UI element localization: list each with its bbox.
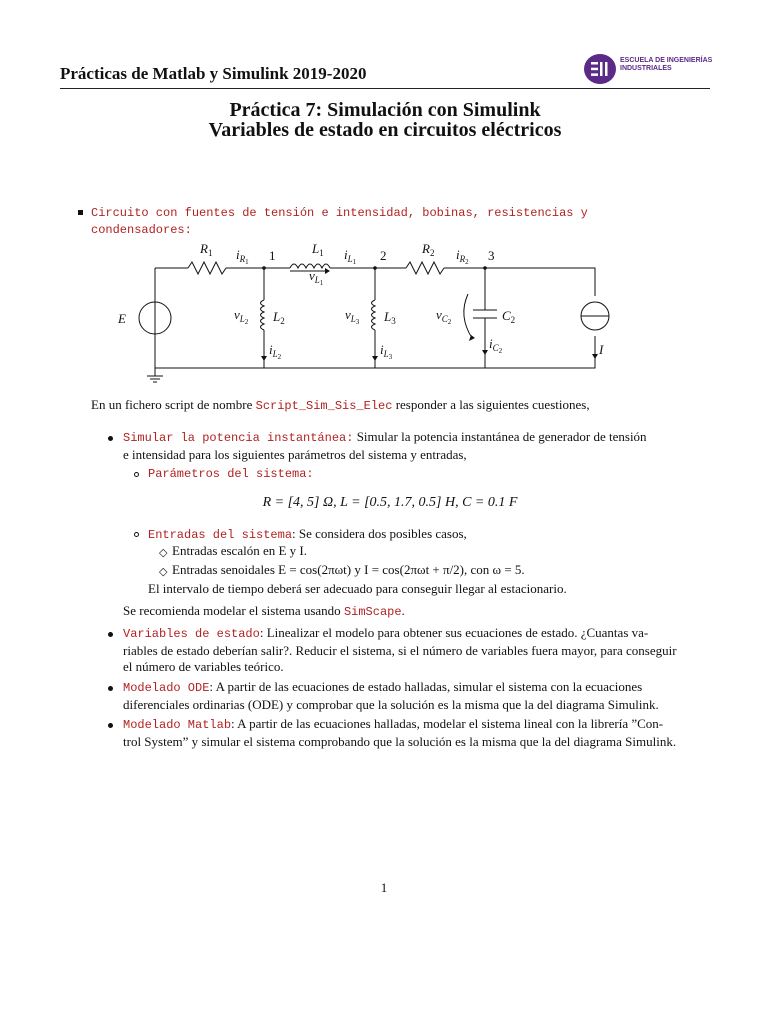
svg-text:vC2 [436, 307, 452, 326]
sim-text-1: Simular la potencia instantánea de generador de tensión [353, 429, 647, 444]
label-il1: i [344, 247, 348, 262]
sim-text-2: e intensidad para los siguientes parámetros del sistema y entradas, [123, 446, 467, 462]
inputs-text: : Se considera dos posibles casos, [292, 526, 467, 541]
node-3-label: 3 [488, 248, 495, 263]
svg-text:iL2 [269, 342, 282, 361]
bullet-icon [108, 632, 113, 637]
script-intro [91, 397, 691, 415]
resistor-r2-icon [406, 262, 444, 274]
label-l3: L [384, 309, 392, 324]
inputs-sine: Entradas senoidales E = cos(2πωt) y I = cos(2πωt + π/2), con ω = 5. [172, 562, 525, 577]
script-intro-prefix: En un fichero script de nombre [91, 397, 256, 412]
matlab-code: Modelado Matlab [123, 718, 232, 732]
label-l1: L [312, 241, 320, 256]
svg-text:vL2 [234, 307, 249, 326]
script-name-code: Script_Sim_Sis_Elec [255, 399, 393, 413]
recommend-suffix: . [401, 603, 405, 618]
label-i: I [599, 342, 604, 357]
state-line-3: el número de variables teórico. [123, 659, 284, 674]
sim-item [123, 429, 723, 463]
inductor-l3-icon [372, 300, 376, 330]
node-1-label: 1 [269, 248, 276, 263]
label-ir2-subsub: 2 [465, 258, 469, 266]
page-number: 1 [380, 880, 388, 895]
simscape-code: SimScape [343, 605, 402, 619]
school-logo-icon [584, 53, 616, 85]
label-il2: i [269, 342, 273, 357]
svg-text:vL3 [345, 307, 360, 326]
label-vl3-sub: L [350, 314, 356, 324]
recommend-prefix: Se recomienda modelar el sistema usando [123, 603, 344, 618]
matlab-item [123, 716, 723, 750]
label-c2: C [502, 308, 511, 323]
label-ir1-sub: R [239, 254, 246, 264]
bullet-icon [108, 436, 113, 441]
label-ir1: i [236, 247, 240, 262]
ground-icon [147, 376, 163, 382]
label-ic2: i [489, 336, 493, 351]
state-item [123, 625, 723, 676]
diamond-bullet-icon: ◇ [159, 566, 168, 578]
svg-text:iL1 [344, 247, 357, 266]
inputs-item [148, 526, 467, 544]
state-line-1: : Linealizar el modelo para obtener sus ecuaciones de estado. ¿Cuantas va- [259, 625, 649, 640]
ode-line-1: : A partir de las ecuaciones de estado halladas, simular el sistema con la ecuaciones [209, 679, 643, 694]
matlab-line-1: : A partir de las ecuaciones halladas, modelar el sistema lineal con la librería ”Con- [231, 716, 664, 731]
label-l2: L [273, 309, 281, 324]
label-vl3-subsub: 3 [355, 318, 360, 326]
params-formula: R = [4, 5] Ω, L = [0.5, 1.7, 0.5] H, C = 0.1 F [262, 495, 518, 510]
label-il3-subsub: 3 [388, 353, 393, 361]
label-vc2: v [436, 307, 442, 322]
label-il1-subsub: 1 [352, 258, 357, 266]
label-l2-sub: 2 [280, 316, 285, 326]
title-line-2: Variables de estado en circuitos eléctricos [208, 119, 562, 141]
inputs-step: Entradas escalón en E y I. [172, 543, 308, 558]
svg-text:iR2 [456, 247, 469, 266]
ode-line-2: diferenciales ordinarias (ODE) y comprobar que la solución es la misma que la del diagrama Simulink. [123, 696, 659, 712]
logo-line-2: INDUSTRIALES [620, 65, 672, 72]
label-r1-sub: 1 [207, 248, 213, 258]
state-line-2: riables de estado deberían salir?. Reducir el sistema, si el número de variables fuera mayor, para conseguir [123, 642, 677, 658]
label-c2-sub: 2 [510, 315, 516, 325]
inductor-l2-icon [261, 300, 265, 330]
circle-bullet-icon [134, 472, 139, 477]
school-logo-text [620, 57, 712, 73]
svg-text:L3 [383, 309, 396, 326]
bullet-icon [108, 723, 113, 728]
recommend [123, 603, 405, 621]
label-vl1-subsub: 1 [319, 279, 324, 287]
diamond-bullet-icon: ◇ [159, 547, 168, 559]
script-intro-suffix: responder a las siguientes cuestiones, [392, 397, 590, 412]
label-l1-sub: 1 [319, 248, 324, 258]
label-vl2: v [234, 307, 240, 322]
label-il2-sub: L [272, 349, 278, 359]
ode-item [123, 679, 723, 713]
label-r1: R [200, 241, 208, 256]
circuit-item-line-1: Circuito con fuentes de tensión e intensidad, bobinas, resistencias y [91, 206, 588, 220]
label-vc2-sub: C [441, 314, 448, 324]
label-ir1-subsub: 1 [245, 258, 249, 266]
inputs-code: Entradas del sistema [148, 528, 293, 542]
resistor-r1-icon [188, 262, 226, 274]
label-ir2: i [456, 247, 460, 262]
label-l3-sub: 3 [391, 316, 396, 326]
label-vl1: v [309, 268, 315, 283]
page-title [60, 100, 710, 140]
square-bullet-icon [78, 210, 83, 215]
circuit-diagram [100, 238, 640, 388]
params-code: Parámetros del sistema: [148, 467, 314, 481]
circuit-item-line-2: condensadores: [91, 223, 192, 237]
svg-text:L2 [272, 309, 285, 326]
title-line-1: Práctica 7: Simulación con Simulink [229, 99, 541, 121]
label-vl2-subsub: 2 [244, 318, 249, 326]
label-e: E [118, 311, 126, 326]
bullet-icon [108, 686, 113, 691]
svg-text:iR1 [236, 247, 249, 266]
logo-line-1: ESCUELA DE INGENIERÍAS [620, 57, 713, 64]
label-vc2-subsub: 2 [447, 318, 452, 326]
svg-text:L1 [311, 241, 324, 258]
circle-bullet-icon [134, 532, 139, 537]
ode-code: Modelado ODE [123, 681, 210, 695]
label-il1-sub: L [347, 254, 353, 264]
label-ic2-sub: C [492, 343, 499, 353]
capacitor-c2-icon [473, 310, 497, 318]
svg-text:R1 [199, 241, 212, 258]
svg-text:R2 [421, 241, 434, 258]
matlab-line-2: trol System” y simular el sistema comprobando que la solución es la misma que la del diagrama Simulink. [123, 733, 677, 749]
svg-text:C2 [502, 308, 515, 325]
label-vl1-sub: L [314, 275, 320, 285]
node-2-label: 2 [380, 248, 387, 263]
label-il3-sub: L [383, 349, 389, 359]
label-ic2-subsub: 2 [498, 347, 503, 355]
document-header-title: Prácticas de Matlab y Simulink 2019-2020 [60, 64, 367, 83]
school-logo [584, 53, 724, 85]
label-ir2-sub: R [459, 254, 466, 264]
label-il3: i [380, 342, 384, 357]
sim-code: Simular la potencia instantánea: [123, 431, 354, 445]
inputs-interval: El intervalo de tiempo deberá ser adecuado para conseguir llegar al estacionario. [148, 581, 567, 596]
label-vl2-sub: L [239, 314, 245, 324]
label-vl3: v [345, 307, 351, 322]
state-code: Variables de estado [123, 627, 260, 641]
svg-text:iL3 [380, 342, 393, 361]
svg-text:iC2 [489, 336, 503, 355]
label-il2-subsub: 2 [277, 353, 282, 361]
label-r2: R [422, 241, 430, 256]
header-rule [60, 88, 710, 89]
label-r2-sub: 2 [429, 248, 435, 258]
